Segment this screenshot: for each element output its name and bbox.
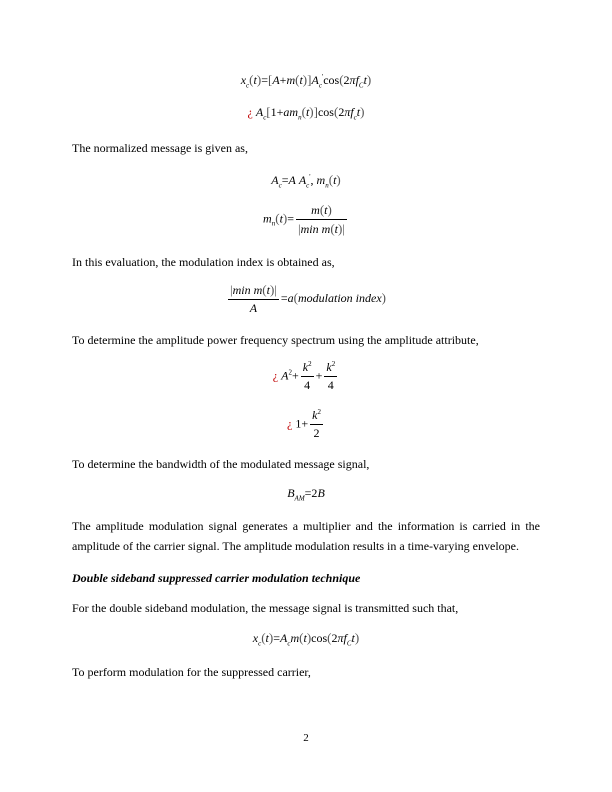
paragraph-suppressed-carrier: To perform modulation for the suppressed carrier, — [72, 665, 311, 679]
paragraph-bandwidth: To determine the bandwidth of the modulated message signal, — [72, 457, 370, 471]
equation-modulation-index: $\frac{\text{|min m(t)|}}{A}$ =a(modulation index) — [229, 282, 387, 315]
equation-normalized-message: $m_n(t)=$ $\frac{m(t)}{\text{|min m(t)|}}$ — [263, 202, 345, 236]
section-heading-dsb-sc: Double sideband suppressed carrier modulation technique — [72, 571, 361, 585]
equation-am-signal: $x_c(t)=[A+m(t)]A_c'\cos(2\pi f_Ct)$ — [240, 72, 372, 90]
equation-am-normalized: ¿ $A_c[1+am_n(t)]\cos(2\pi f_ct)$ — [247, 104, 365, 122]
fraction-index: $\frac{\text{|min m(t)|}}{A}$ — [229, 282, 277, 315]
paragraph-normalized: The normalized message is given as, — [72, 141, 248, 155]
equation-dsb-signal: $x_c(t)=A_cm(t)\cos(2\pi f_Ct)$ — [252, 630, 360, 648]
equation-power-simplified: ¿ 1+ $\frac{k^2}{2}$ — [287, 408, 321, 440]
fraction-message: $\frac{m(t)}{\text{|min m(t)|}}$ — [298, 202, 345, 236]
paragraph-spectrum: To determine the amplitude power frequency spectrum using the amplitude attribute, — [72, 333, 479, 347]
equation-carrier-amplitude: $A_c=A$ $A_c'$, $m_n(t)$ — [271, 172, 341, 190]
paragraph-dsb: For the double sideband modulation, the message signal is transmitted such that, — [72, 601, 459, 615]
paragraph-am-description: The amplitude modulation signal generates a multiplier and the information is carried in the amplitude of the carrier signal. The amplitude modulation results in a time-varying envelope. — [72, 519, 540, 553]
paragraph-modulation-index: In this evaluation, the modulation index is obtained as, — [72, 255, 335, 269]
equation-bandwidth: $B_{AM}=2B$ — [287, 486, 325, 503]
equation-power-spectrum: ¿ $A^2+$ $\frac{k^2}{4}$ + $\frac{k^2}{4}$ — [272, 360, 336, 392]
page-number: 2 — [303, 732, 309, 744]
